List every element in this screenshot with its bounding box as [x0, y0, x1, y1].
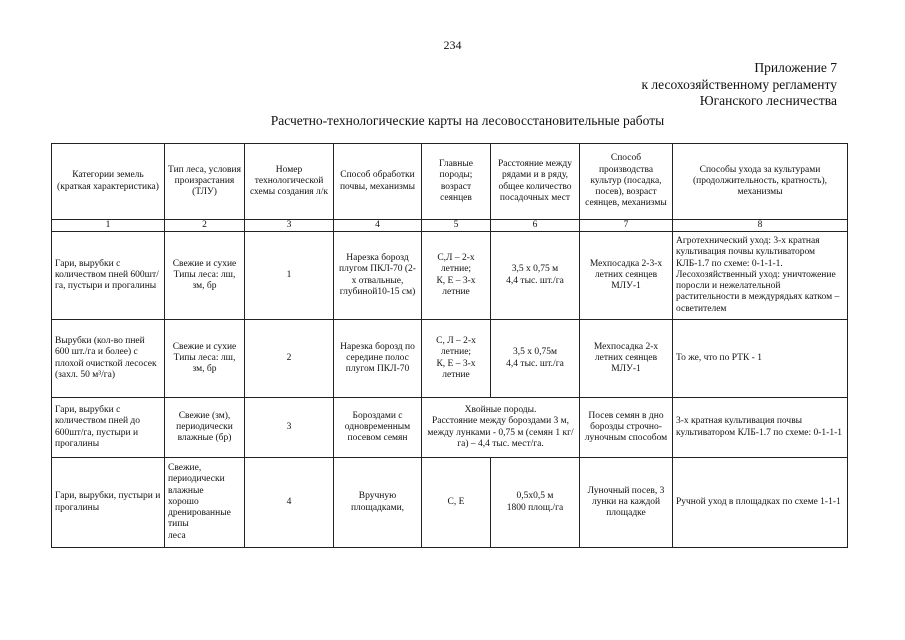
main-species-cell: С, Е	[422, 458, 491, 548]
soil-treatment-cell: Нарезка борозд плугом ПКЛ-70 (2-х отвальные, глубиной10-15 см)	[334, 232, 422, 320]
page-number: 234	[443, 38, 462, 52]
species-spacing-merged-cell: Хвойные породы. Расстояние между бороздами 3 м, между лунками - 0,75 м (семян 1 кг/га) – 4,4 тыс. мест/га.	[422, 398, 580, 458]
header-land-category: Категории земель (краткая характеристика)	[52, 144, 165, 220]
land-category-cell: Гари, вырубки с количеством пней 600шт/га, пустыри и прогалины	[52, 232, 165, 320]
forest-type-cell: Свежие и сухие Типы леса: лш, зм, бр	[165, 232, 245, 320]
header-spacing: Расстояние между рядами и в ряду, общее количество посадочных мест	[491, 144, 580, 220]
production-method-cell: Посев семян в дно борозды строчно-луночным способом	[580, 398, 673, 458]
care-methods-cell: Ручной уход в площадках по схеме 1-1-1	[673, 458, 848, 548]
column-number: 1	[52, 220, 165, 232]
column-number: 3	[245, 220, 334, 232]
table-row	[52, 458, 848, 548]
appendix-line-3: Юганского лесничества	[699, 93, 837, 108]
technology-cards-table	[51, 143, 848, 548]
header-row	[52, 144, 848, 220]
care-methods-cell: Агротехнический уход: 3-х кратная культивация почвы культиватором КЛБ-1.7 по схеме: 0-1-1-1. Лесохозяйственный уход: уничтожение поросли и нежелательной растительности в междурядьях катком – осветителем	[673, 232, 848, 320]
header-care-methods: Способы ухода за культурами (продолжительность, кратность), механизмы	[673, 144, 848, 220]
soil-treatment-cell: Вручную площадками,	[334, 458, 422, 548]
column-number: 8	[673, 220, 848, 232]
main-species-cell: С, Л – 2-х летние; К, Е – 3-х летние	[422, 320, 491, 398]
header-scheme-number: Номер технологической схемы создания л/к	[245, 144, 334, 220]
spacing-cell: 0,5х0,5 м 1800 площ./га	[491, 458, 580, 548]
table-row	[52, 232, 848, 320]
land-category-cell: Гари, вырубки, пустыри и прогалины	[52, 458, 165, 548]
scheme-number-cell: 3	[245, 398, 334, 458]
column-number: 4	[334, 220, 422, 232]
forest-type-cell: Свежие (зм), периодически влажные (бр)	[165, 398, 245, 458]
appendix-note	[642, 60, 838, 110]
spacing-cell: 3,5 х 0,75 м 4,4 тыс. шт./га	[491, 232, 580, 320]
land-category-cell: Вырубки (кол-во пней 600 шт./га и более) с плохой очисткой лесосек (захл. 50 м³/га)	[52, 320, 165, 398]
soil-treatment-cell: Нарезка борозд по середине полос плугом ПКЛ-70	[334, 320, 422, 398]
care-methods-cell: То же, что по РТК - 1	[673, 320, 848, 398]
scheme-number-cell: 2	[245, 320, 334, 398]
header-forest-type: Тип леса, условия произрастания (ТЛУ)	[165, 144, 245, 220]
column-number-row	[52, 220, 848, 232]
production-method-cell: Мехпосадка 2-х летних сеянцев МЛУ-1	[580, 320, 673, 398]
land-category-cell: Гари, вырубки с количеством пней до 600шт/га, пустыри и прогалины	[52, 398, 165, 458]
production-method-cell: Мехпосадка 2-3-х летних сеянцев МЛУ-1	[580, 232, 673, 320]
column-number: 7	[580, 220, 673, 232]
header-soil-treatment: Способ обработки почвы, механизмы	[334, 144, 422, 220]
spacing-cell: 3,5 х 0,75м 4,4 тыс. шт./га	[491, 320, 580, 398]
production-method-cell: Луночный посев, 3 лунки на каждой площадке	[580, 458, 673, 548]
soil-treatment-cell: Бороздами с одновременным посевом семян	[334, 398, 422, 458]
header-main-species: Главные породы; возраст сеянцев	[422, 144, 491, 220]
document-title: Расчетно-технологические карты на лесовосстановительные работы	[270, 113, 665, 128]
forest-type-cell: Свежие и сухие Типы леса: лш, зм, бр	[165, 320, 245, 398]
scheme-number-cell: 4	[245, 458, 334, 548]
appendix-line-1: Приложение 7	[754, 60, 837, 75]
forest-type-cell: Свежие, периодически влажные хорошо дренированные типы леса	[165, 458, 245, 548]
table-row	[52, 398, 848, 458]
column-number: 6	[491, 220, 580, 232]
appendix-line-2: к лесохозяйственному регламенту	[641, 76, 837, 92]
header-production-method: Способ производства культур (посадка, посев), возраст сеянцев, механизмы	[580, 144, 673, 220]
main-species-cell: С,Л – 2-х летние; К, Е – 3-х летние	[422, 232, 491, 320]
column-number: 5	[422, 220, 491, 232]
table-row	[52, 320, 848, 398]
column-number: 2	[165, 220, 245, 232]
scheme-number-cell: 1	[245, 232, 334, 320]
care-methods-cell: 3-х кратная культивация почвы культиватором КЛБ-1.7 по схеме: 0-1-1-1	[673, 398, 848, 458]
